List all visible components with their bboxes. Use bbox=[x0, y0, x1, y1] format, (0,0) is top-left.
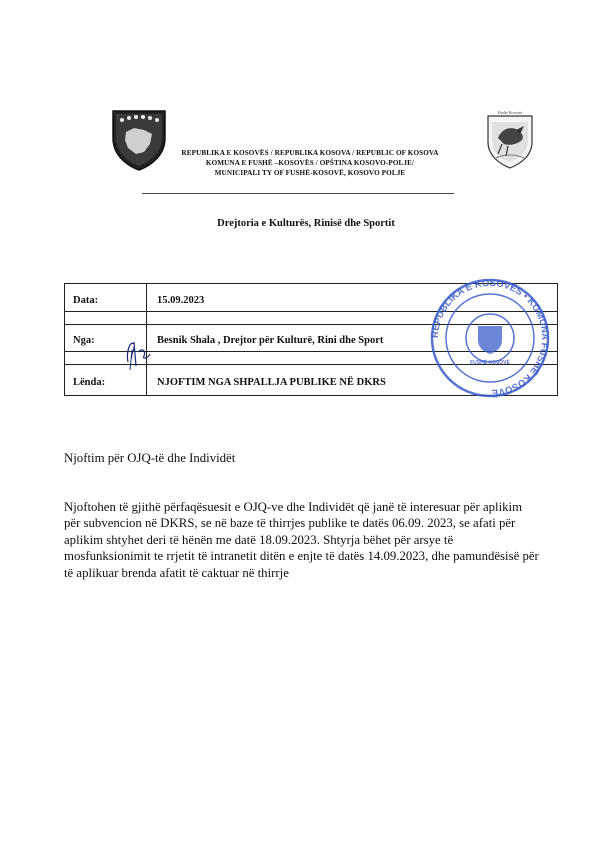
letterhead-line-2: KOMUNA E FUSHË –KOSOVËS / OPŠTINA KOSOVO-POLJE/ bbox=[205, 158, 415, 167]
municipality-emblem-icon bbox=[484, 108, 536, 170]
signature-mark bbox=[120, 332, 162, 374]
letterhead-line-1: REPUBLIKA E KOSOVËS / REPUBLIKA KOSOVA / REPUBLIC OF KOSOVA bbox=[181, 149, 439, 157]
header-divider bbox=[142, 193, 454, 194]
from-label: Nga: bbox=[73, 335, 95, 346]
date-value: 15.09.2023 bbox=[157, 295, 205, 306]
subject-label: Lënda: bbox=[73, 377, 106, 388]
official-stamp bbox=[416, 274, 564, 402]
subject-value: NJOFTIM NGA SHPALLJA PUBLIKE NË DKRS bbox=[157, 377, 386, 388]
date-label: Data: bbox=[73, 295, 99, 306]
notice-body: Njoftohen të gjithë përfaqësuesit e OJQ-ve dhe Individët që janë të interesuar për aplikim për subvencion në DKRS, se në baze të thirrjes publike te datës 06.09. 2023, se afati për aplikim shtyhet deri të hënën me datë 18.09.2023. Shtyrja bëhet për arsye të mosfunksionimit te rrjetit të intranetit ditën e enjte të datës 14.09.2023, dhe pamundësisë për të aplikuar brenda afatit të caktuar në thirrje bbox=[64, 500, 539, 580]
from-value: Besnik Shala , Drejtor për Kulturë, Rini dhe Sport bbox=[157, 335, 384, 346]
notice-heading: Njoftim për OJQ-të dhe Individët bbox=[64, 451, 236, 465]
letterhead-line-3: MUNICIPALI TY OF FUSHË-KOSOVË, KOSOVO POLJE bbox=[214, 168, 406, 177]
stamp-ring-text: REPUBLIKA E KOSOVËS • KOMUNA FUSHË KOSOVË bbox=[429, 277, 551, 399]
letterhead-text bbox=[150, 149, 470, 178]
municipality-emblem-label: Fushë Kosovës bbox=[497, 110, 523, 115]
department-title: Drejtoria e Kulturës, Rinisë dhe Sportit bbox=[217, 218, 395, 229]
stamp-inner-text: FUSHË KOSOVË bbox=[470, 360, 510, 366]
